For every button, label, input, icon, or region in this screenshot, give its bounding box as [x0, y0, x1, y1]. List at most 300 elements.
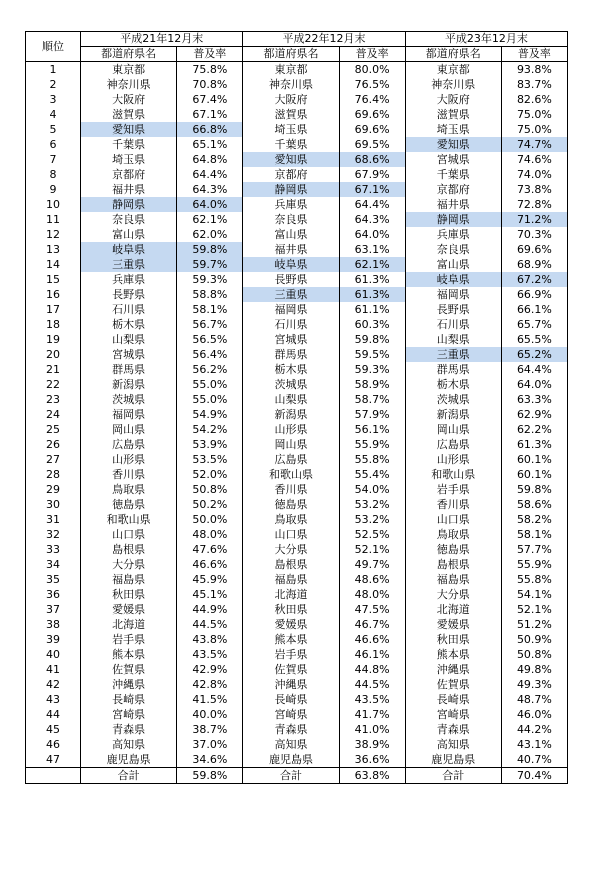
rate-cell: 49.7%: [339, 557, 405, 572]
rank-cell: 44: [26, 707, 81, 722]
period-header-h21: 平成21年12月末: [81, 32, 243, 47]
prefecture-cell: 大分県: [405, 587, 501, 602]
prefecture-cell: 和歌山県: [243, 467, 339, 482]
rate-cell: 41.5%: [177, 692, 243, 707]
rate-cell: 66.1%: [501, 302, 567, 317]
prefecture-cell: 愛知県: [405, 137, 501, 152]
rate-cell: 43.5%: [339, 692, 405, 707]
rate-cell: 38.7%: [177, 722, 243, 737]
prefecture-cell: 栃木県: [405, 377, 501, 392]
rate-cell: 54.1%: [501, 587, 567, 602]
rate-cell: 38.9%: [339, 737, 405, 752]
rate-cell: 44.5%: [177, 617, 243, 632]
rate-cell: 60.3%: [339, 317, 405, 332]
rate-cell: 69.6%: [339, 122, 405, 137]
rank-cell: 17: [26, 302, 81, 317]
rate-cell: 75.8%: [177, 62, 243, 78]
period-header-h22: 平成22年12月末: [243, 32, 405, 47]
rate-cell: 82.6%: [501, 92, 567, 107]
rate-cell: 59.8%: [501, 482, 567, 497]
rate-cell: 55.8%: [501, 572, 567, 587]
table-row: [26, 77, 568, 92]
table-row: [26, 107, 568, 122]
prefecture-cell: 山梨県: [81, 332, 177, 347]
prefecture-cell: 東京都: [405, 62, 501, 78]
table-body: [26, 62, 568, 768]
prefecture-cell: 群馬県: [81, 362, 177, 377]
prefecture-cell: 奈良県: [81, 212, 177, 227]
rate-cell: 53.2%: [339, 512, 405, 527]
prefecture-cell: 徳島県: [81, 497, 177, 512]
rate-cell: 62.9%: [501, 407, 567, 422]
prefecture-cell: 佐賀県: [81, 662, 177, 677]
rank-cell: 22: [26, 377, 81, 392]
prefecture-cell: 大阪府: [405, 92, 501, 107]
prefecture-cell: 島根県: [243, 557, 339, 572]
prefecture-cell: 宮崎県: [81, 707, 177, 722]
rate-cell: 73.8%: [501, 182, 567, 197]
rate-cell: 37.0%: [177, 737, 243, 752]
rate-cell: 64.8%: [177, 152, 243, 167]
prefecture-rate-table: [25, 31, 568, 784]
rate-cell: 70.3%: [501, 227, 567, 242]
rate-cell: 48.0%: [339, 587, 405, 602]
table-row: [26, 542, 568, 557]
prefecture-cell: 島根県: [81, 542, 177, 557]
rank-cell: 3: [26, 92, 81, 107]
total-label: 合計: [243, 768, 339, 784]
table-row: [26, 332, 568, 347]
rate-cell: 48.0%: [177, 527, 243, 542]
rate-cell: 44.5%: [339, 677, 405, 692]
prefecture-cell: 滋賀県: [243, 107, 339, 122]
rank-cell: 41: [26, 662, 81, 677]
rate-cell: 46.1%: [339, 647, 405, 662]
table-row: [26, 197, 568, 212]
prefecture-cell: 和歌山県: [81, 512, 177, 527]
table-footer: [26, 768, 568, 784]
rate-cell: 50.9%: [501, 632, 567, 647]
rate-cell: 40.0%: [177, 707, 243, 722]
prefecture-cell: 沖縄県: [243, 677, 339, 692]
rate-cell: 59.8%: [177, 242, 243, 257]
prefecture-cell: 茨城県: [81, 392, 177, 407]
rate-cell: 59.7%: [177, 257, 243, 272]
rate-cell: 57.9%: [339, 407, 405, 422]
rank-cell: 18: [26, 317, 81, 332]
total-label: 合計: [81, 768, 177, 784]
prefecture-cell: 奈良県: [405, 242, 501, 257]
prefecture-cell: 山口県: [405, 512, 501, 527]
prefecture-cell: 三重県: [81, 257, 177, 272]
prefecture-cell: 熊本県: [81, 647, 177, 662]
prefecture-cell: 静岡県: [243, 182, 339, 197]
prefecture-cell: 静岡県: [81, 197, 177, 212]
rate-cell: 61.3%: [501, 437, 567, 452]
rate-cell: 55.8%: [339, 452, 405, 467]
rate-cell: 83.7%: [501, 77, 567, 92]
table-row: [26, 362, 568, 377]
prefecture-cell: 宮崎県: [405, 707, 501, 722]
rate-cell: 67.9%: [339, 167, 405, 182]
rate-cell: 53.5%: [177, 452, 243, 467]
prefecture-cell: 富山県: [405, 257, 501, 272]
rate-cell: 52.1%: [339, 542, 405, 557]
prefecture-cell: 徳島県: [405, 542, 501, 557]
rate-cell: 58.1%: [177, 302, 243, 317]
rank-cell: 46: [26, 737, 81, 752]
rate-cell: 58.2%: [501, 512, 567, 527]
rank-cell: 10: [26, 197, 81, 212]
prefecture-cell: 秋田県: [243, 602, 339, 617]
rate-cell: 67.1%: [177, 107, 243, 122]
prefecture-cell: 沖縄県: [405, 662, 501, 677]
prefecture-cell: 千葉県: [81, 137, 177, 152]
rate-cell: 62.2%: [501, 422, 567, 437]
rate-cell: 60.1%: [501, 467, 567, 482]
prefecture-cell: 鹿児島県: [81, 752, 177, 768]
table-row: [26, 182, 568, 197]
rate-cell: 74.7%: [501, 137, 567, 152]
rank-cell: 13: [26, 242, 81, 257]
prefecture-cell: 福島県: [81, 572, 177, 587]
prefecture-cell: 神奈川県: [405, 77, 501, 92]
table-row: [26, 527, 568, 542]
rate-cell: 34.6%: [177, 752, 243, 768]
table-row: [26, 377, 568, 392]
prefecture-cell: 長崎県: [405, 692, 501, 707]
rate-cell: 55.0%: [177, 392, 243, 407]
rate-cell: 65.1%: [177, 137, 243, 152]
table-row: [26, 392, 568, 407]
rate-cell: 76.5%: [339, 77, 405, 92]
table-row: [26, 482, 568, 497]
rate-cell: 42.9%: [177, 662, 243, 677]
rank-cell: 12: [26, 227, 81, 242]
rate-cell: 59.3%: [339, 362, 405, 377]
rank-cell: 34: [26, 557, 81, 572]
prefecture-cell: 鳥取県: [243, 512, 339, 527]
rate-col-header: 普及率: [339, 47, 405, 62]
prefecture-cell: 長崎県: [243, 692, 339, 707]
prefecture-cell: 山形県: [81, 452, 177, 467]
rate-cell: 69.6%: [339, 107, 405, 122]
table-row: [26, 512, 568, 527]
prefecture-cell: 栃木県: [81, 317, 177, 332]
rate-cell: 58.7%: [339, 392, 405, 407]
rank-cell: 29: [26, 482, 81, 497]
prefecture-cell: 栃木県: [243, 362, 339, 377]
rate-cell: 46.0%: [501, 707, 567, 722]
total-rate-h21: 59.8%: [177, 768, 243, 784]
prefecture-cell: 島根県: [405, 557, 501, 572]
rank-cell: 27: [26, 452, 81, 467]
rank-cell: 11: [26, 212, 81, 227]
table-row: [26, 647, 568, 662]
rate-cell: 46.6%: [177, 557, 243, 572]
rate-cell: 49.3%: [501, 677, 567, 692]
rate-cell: 67.2%: [501, 272, 567, 287]
prefecture-cell: 茨城県: [405, 392, 501, 407]
rate-cell: 48.6%: [339, 572, 405, 587]
rate-cell: 47.5%: [339, 602, 405, 617]
prefecture-cell: 福岡県: [243, 302, 339, 317]
prefecture-cell: 青森県: [243, 722, 339, 737]
rate-cell: 74.0%: [501, 167, 567, 182]
prefecture-cell: 茨城県: [243, 377, 339, 392]
rate-cell: 64.3%: [177, 182, 243, 197]
rank-cell: 14: [26, 257, 81, 272]
prefecture-cell: 秋田県: [81, 587, 177, 602]
rank-cell: 4: [26, 107, 81, 122]
table-row: [26, 227, 568, 242]
rate-cell: 64.4%: [339, 197, 405, 212]
rate-cell: 44.2%: [501, 722, 567, 737]
table-row: [26, 422, 568, 437]
rate-cell: 67.1%: [339, 182, 405, 197]
rate-cell: 76.4%: [339, 92, 405, 107]
rate-cell: 62.0%: [177, 227, 243, 242]
prefecture-cell: 京都府: [243, 167, 339, 182]
prefecture-cell: 香川県: [243, 482, 339, 497]
prefecture-cell: 千葉県: [243, 137, 339, 152]
prefecture-cell: 北海道: [81, 617, 177, 632]
rate-cell: 62.1%: [177, 212, 243, 227]
rate-cell: 68.6%: [339, 152, 405, 167]
prefecture-cell: 滋賀県: [405, 107, 501, 122]
table-row: [26, 497, 568, 512]
rate-cell: 66.8%: [177, 122, 243, 137]
prefecture-cell: 山形県: [405, 452, 501, 467]
prefecture-cell: 長崎県: [81, 692, 177, 707]
rate-cell: 52.5%: [339, 527, 405, 542]
prefecture-cell: 京都府: [81, 167, 177, 182]
prefecture-col-header: 都道府県名: [81, 47, 177, 62]
rate-cell: 50.8%: [177, 482, 243, 497]
rate-cell: 74.6%: [501, 152, 567, 167]
rank-cell: 16: [26, 287, 81, 302]
prefecture-cell: 福岡県: [81, 407, 177, 422]
prefecture-cell: 広島県: [405, 437, 501, 452]
rate-cell: 64.4%: [177, 167, 243, 182]
prefecture-cell: 高知県: [243, 737, 339, 752]
prefecture-cell: 福岡県: [405, 287, 501, 302]
rate-col-header: 普及率: [177, 47, 243, 62]
rate-cell: 53.2%: [339, 497, 405, 512]
rate-cell: 58.6%: [501, 497, 567, 512]
rate-cell: 47.6%: [177, 542, 243, 557]
prefecture-cell: 長野県: [405, 302, 501, 317]
prefecture-cell: 青森県: [81, 722, 177, 737]
rate-cell: 71.2%: [501, 212, 567, 227]
rate-cell: 66.9%: [501, 287, 567, 302]
rate-cell: 41.0%: [339, 722, 405, 737]
table-row: [26, 437, 568, 452]
rate-cell: 63.1%: [339, 242, 405, 257]
table-row: [26, 407, 568, 422]
rate-cell: 43.5%: [177, 647, 243, 662]
prefecture-cell: 兵庫県: [243, 197, 339, 212]
table-row: [26, 347, 568, 362]
rank-cell: 25: [26, 422, 81, 437]
rank-cell: 40: [26, 647, 81, 662]
table-row: [26, 167, 568, 182]
rate-cell: 45.1%: [177, 587, 243, 602]
rate-cell: 56.4%: [177, 347, 243, 362]
prefecture-cell: 岐阜県: [243, 257, 339, 272]
rate-cell: 51.2%: [501, 617, 567, 632]
prefecture-cell: 兵庫県: [81, 272, 177, 287]
table-row: [26, 242, 568, 257]
prefecture-cell: 北海道: [243, 587, 339, 602]
prefecture-cell: 岡山県: [243, 437, 339, 452]
rank-cell: 35: [26, 572, 81, 587]
rate-cell: 80.0%: [339, 62, 405, 78]
prefecture-cell: 鹿児島県: [243, 752, 339, 768]
rate-cell: 44.8%: [339, 662, 405, 677]
rate-cell: 50.2%: [177, 497, 243, 512]
table-row: [26, 152, 568, 167]
prefecture-cell: 佐賀県: [243, 662, 339, 677]
prefecture-cell: 佐賀県: [405, 677, 501, 692]
prefecture-cell: 福井県: [81, 182, 177, 197]
rate-cell: 56.7%: [177, 317, 243, 332]
rate-cell: 63.3%: [501, 392, 567, 407]
rate-cell: 46.6%: [339, 632, 405, 647]
rate-cell: 43.1%: [501, 737, 567, 752]
rate-cell: 56.2%: [177, 362, 243, 377]
prefecture-cell: 宮城県: [243, 332, 339, 347]
rate-cell: 93.8%: [501, 62, 567, 78]
rate-cell: 65.5%: [501, 332, 567, 347]
prefecture-cell: 群馬県: [405, 362, 501, 377]
rate-cell: 53.9%: [177, 437, 243, 452]
prefecture-cell: 岐阜県: [405, 272, 501, 287]
rate-cell: 42.8%: [177, 677, 243, 692]
prefecture-cell: 香川県: [81, 467, 177, 482]
table-row: [26, 287, 568, 302]
prefecture-cell: 宮城県: [81, 347, 177, 362]
prefecture-cell: 石川県: [81, 302, 177, 317]
rate-cell: 54.0%: [339, 482, 405, 497]
prefecture-cell: 山口県: [243, 527, 339, 542]
prefecture-cell: 千葉県: [405, 167, 501, 182]
table-row: [26, 62, 568, 78]
rate-cell: 58.1%: [501, 527, 567, 542]
prefecture-cell: 神奈川県: [243, 77, 339, 92]
table-row: [26, 707, 568, 722]
prefecture-cell: 山梨県: [243, 392, 339, 407]
total-row: [26, 768, 568, 784]
rank-cell: 5: [26, 122, 81, 137]
rank-cell: 43: [26, 692, 81, 707]
rank-cell: 26: [26, 437, 81, 452]
table-row: [26, 737, 568, 752]
rate-cell: 44.9%: [177, 602, 243, 617]
rank-cell: 42: [26, 677, 81, 692]
rate-cell: 69.6%: [501, 242, 567, 257]
prefecture-cell: 大阪府: [81, 92, 177, 107]
prefecture-cell: 高知県: [405, 737, 501, 752]
rate-cell: 59.8%: [339, 332, 405, 347]
rate-cell: 54.9%: [177, 407, 243, 422]
prefecture-cell: 三重県: [405, 347, 501, 362]
prefecture-cell: 鳥取県: [81, 482, 177, 497]
rate-cell: 58.8%: [177, 287, 243, 302]
prefecture-cell: 神奈川県: [81, 77, 177, 92]
rate-cell: 55.4%: [339, 467, 405, 482]
prefecture-cell: 宮崎県: [243, 707, 339, 722]
rate-cell: 67.4%: [177, 92, 243, 107]
total-label: 合計: [405, 768, 501, 784]
prefecture-cell: 静岡県: [405, 212, 501, 227]
rate-cell: 56.5%: [177, 332, 243, 347]
rate-cell: 55.9%: [339, 437, 405, 452]
rank-cell: 36: [26, 587, 81, 602]
table-row: [26, 692, 568, 707]
prefecture-cell: 愛媛県: [243, 617, 339, 632]
rate-cell: 59.5%: [339, 347, 405, 362]
rate-cell: 64.0%: [501, 377, 567, 392]
rank-cell: 8: [26, 167, 81, 182]
rank-cell: 2: [26, 77, 81, 92]
table-row: [26, 632, 568, 647]
rate-cell: 41.7%: [339, 707, 405, 722]
prefecture-cell: 富山県: [81, 227, 177, 242]
prefecture-col-header: 都道府県名: [243, 47, 339, 62]
rate-cell: 75.0%: [501, 122, 567, 137]
prefecture-cell: 岐阜県: [81, 242, 177, 257]
rank-cell: 28: [26, 467, 81, 482]
prefecture-cell: 岩手県: [243, 647, 339, 662]
rate-cell: 56.1%: [339, 422, 405, 437]
prefecture-cell: 福島県: [243, 572, 339, 587]
prefecture-cell: 新潟県: [81, 377, 177, 392]
rank-cell: 45: [26, 722, 81, 737]
prefecture-cell: 滋賀県: [81, 107, 177, 122]
prefecture-cell: 秋田県: [405, 632, 501, 647]
prefecture-cell: 青森県: [405, 722, 501, 737]
rate-cell: 72.8%: [501, 197, 567, 212]
rate-cell: 70.8%: [177, 77, 243, 92]
prefecture-cell: 長野県: [81, 287, 177, 302]
prefecture-col-header: 都道府県名: [405, 47, 501, 62]
total-rate-h23: 70.4%: [501, 768, 567, 784]
prefecture-cell: 新潟県: [243, 407, 339, 422]
period-header-h23: 平成23年12月末: [405, 32, 567, 47]
rate-cell: 57.7%: [501, 542, 567, 557]
rank-cell: 1: [26, 62, 81, 78]
rate-cell: 75.0%: [501, 107, 567, 122]
rate-cell: 50.0%: [177, 512, 243, 527]
rank-cell: 19: [26, 332, 81, 347]
prefecture-cell: 福島県: [405, 572, 501, 587]
prefecture-cell: 山口県: [81, 527, 177, 542]
prefecture-cell: 広島県: [81, 437, 177, 452]
prefecture-cell: 奈良県: [243, 212, 339, 227]
prefecture-cell: 大阪府: [243, 92, 339, 107]
rate-cell: 40.7%: [501, 752, 567, 768]
prefecture-cell: 沖縄県: [81, 677, 177, 692]
rank-cell: 33: [26, 542, 81, 557]
table-row: [26, 677, 568, 692]
prefecture-cell: 新潟県: [405, 407, 501, 422]
rate-col-header: 普及率: [501, 47, 567, 62]
prefecture-cell: 岡山県: [81, 422, 177, 437]
prefecture-cell: 富山県: [243, 227, 339, 242]
table-row: [26, 92, 568, 107]
prefecture-cell: 埼玉県: [405, 122, 501, 137]
